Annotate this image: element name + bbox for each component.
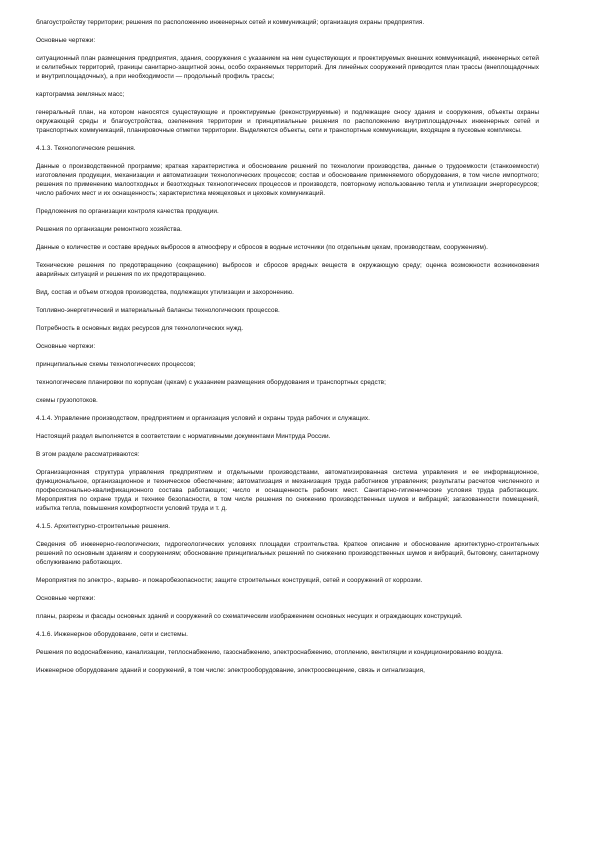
paragraph: схемы грузопотоков. [36, 397, 98, 404]
paragraph: Решения по водоснабжению, канализации, теплоснабжению, газоснабжению, электроснабжению, отоплению, вентиляции и кондиционированию воздуха. [36, 649, 503, 656]
section-heading: 4.1.5. Архитектурно-строительные решения. [36, 523, 171, 530]
paragraph: Организационная структура управления предприятием и отдельными производствами, автоматизированная система управления и ее информационное, функциональное, организационное и техническое обеспечение; автоматизация и механизация труда работников управления; результаты расчетов численного и профессионально-квалификационного состава работающих; число и оснащенность рабочих мест. Санитарно-гигиенические условия труда работающих. Мероприятия по охране труда и технике безопасности, в том числе решения по снижению производственных шумов и вибраций; загазованности помещений, избытка тепла, повышения комфортности условий труда и т. д. [36, 469, 539, 512]
paragraph: Инженерное оборудование зданий и сооружений, в том числе: электрооборудование, электроосвещение, связь и сигнализация, [36, 667, 426, 674]
paragraph: Мероприятия по электро-, взрыво- и пожаробезопасности; защите строительных конструкций, сетей и сооружений от коррозии. [36, 577, 423, 584]
paragraph: Основные чертежи: [36, 595, 96, 602]
paragraph: генеральный план, на котором наносятся существующие и проектируемые (реконструируемые) и подлежащие сносу здания и сооружения, объекты охраны окружающей среды и благоустройства, озеленения территории и принципиальные решения по расположению внутриплощадочных инженерных сетей и транспортных коммуникаций, планировочные отметки территории. Выделяются объекты, сети и транспортные коммуникации, входящие в пусковые комплексы. [36, 109, 539, 134]
paragraph: технологические планировки по корпусам (цехам) с указанием размещения оборудования и транспортных средств; [36, 379, 386, 386]
paragraph: ситуационный план размещения предприятия, здания, сооружения с указанием на нем существующих и проектируемых внешних коммуникаций, инженерных сетей и селитебных территорий, границы санитарно-защитной зоны, особо охраняемых территорий. Для линейных сооружений приводится план трассы (внеплощадочных и внутриплощадочных), а при необходимости — продольный профиль трассы; [36, 55, 539, 80]
section-heading: 4.1.6. Инженерное оборудование, сети и системы. [36, 631, 189, 638]
paragraph: Сведения об инженерно-геологических, гидрогеологических условиях площадки строительства. Краткое описание и обоснование архитектурно-строительных решений по основным зданиям и сооружениям; обоснование принципиальных решений по снижению производственных шумов и вибраций, бытовому, санитарному обслуживанию работающих. [36, 541, 539, 566]
paragraph: Основные чертежи: [36, 343, 96, 350]
paragraph: благоустройству территории; решения по расположению инженерных сетей и коммуникаций; организация охраны предприятия. [36, 19, 425, 26]
paragraph: Настоящий раздел выполняется в соответствии с нормативными документами Минтруда России. [36, 433, 331, 440]
paragraph: Потребность в основных видах ресурсов для технологических нужд. [36, 325, 244, 332]
paragraph: Технические решения по предотвращению (сокращению) выбросов и сбросов вредных веществ в окружающую среду; оценка возможности возникновения аварийных ситуаций и решения по их предотвращению. [36, 262, 539, 278]
section-heading: 4.1.3. Технологические решения. [36, 145, 136, 152]
paragraph: Предложения по организации контроля качества продукции. [36, 208, 219, 215]
paragraph: В этом разделе рассматриваются: [36, 451, 140, 458]
paragraph: Топливно-энергетический и материальный балансы технологических процессов. [36, 307, 280, 314]
paragraph: Данные о производственной программе; краткая характеристика и обоснование решений по технологии производства, данные о трудоемкости (станкоемкости) изготовления продукции, механизации и автоматизации технологических процессов; состав и обоснование применяемого оборудования, в том числе импортного; решения по применению малоотходных и безотходных технологических процессов и производств, повторному использованию тепла и утилизации энергоресурсов; число рабочих мест и их оснащенность; характеристика межцеховых и цеховых коммуникаций. [36, 163, 539, 197]
paragraph: Данные о количестве и составе вредных выбросов в атмосферу и сбросов в водные источники (по отдельным цехам, производствам, сооружениям). [36, 244, 488, 251]
paragraph: планы, разрезы и фасады основных зданий и сооружений со схематическим изображением основных несущих и ограждающих конструкций. [36, 613, 463, 620]
paragraph: Основные чертежи: [36, 37, 96, 44]
paragraph: принципиальные схемы технологических процессов; [36, 361, 196, 368]
paragraph: Вид, состав и объем отходов производства, подлежащих утилизации и захоронению. [36, 289, 294, 296]
paragraph: Решения по организации ремонтного хозяйства. [36, 226, 183, 233]
paragraph: картограмма земляных масс; [36, 91, 125, 98]
section-heading: 4.1.4. Управление производством, предприятием и организация условий и охраны труда рабочих и служащих. [36, 415, 370, 422]
